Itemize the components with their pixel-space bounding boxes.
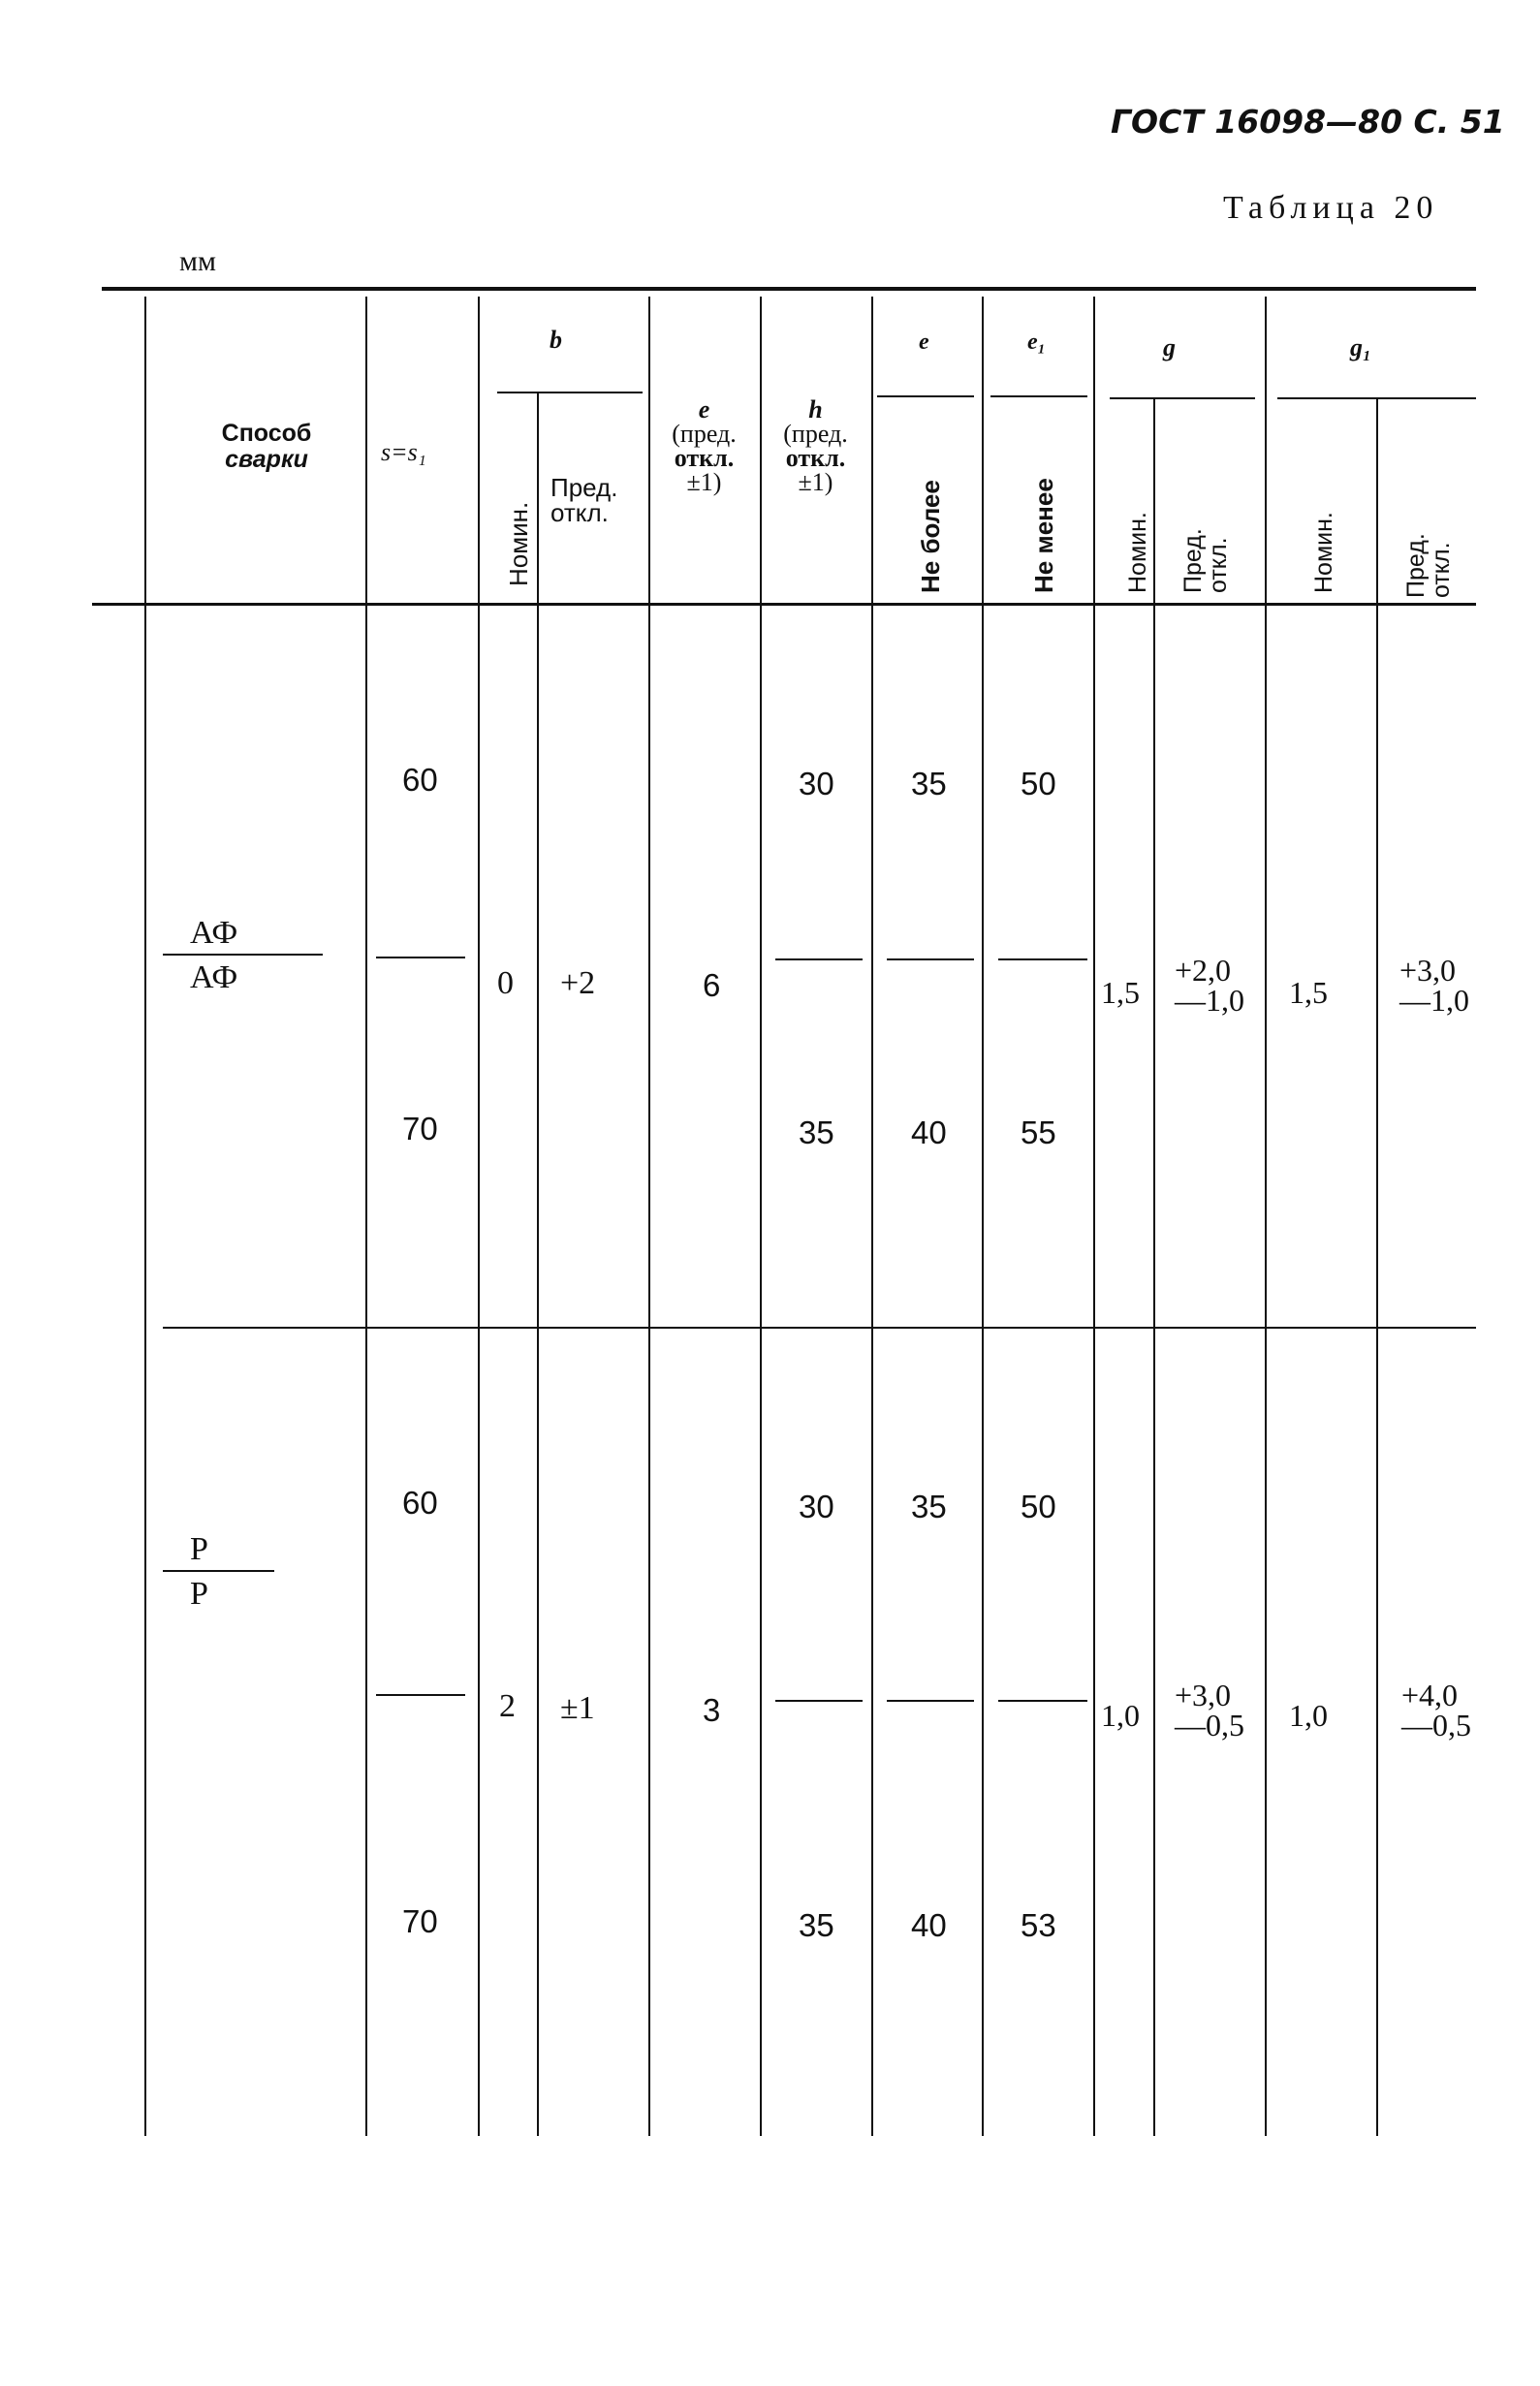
col-line-2 bbox=[365, 297, 367, 2136]
header-g1: g₁ bbox=[1350, 333, 1372, 361]
group1-h-divider bbox=[775, 958, 863, 960]
group1-g-dev-plus: +2,0 bbox=[1175, 953, 1232, 988]
page-header: ГОСТ 16098—80 С. 51 bbox=[1111, 103, 1505, 141]
col-line-12 bbox=[1376, 397, 1378, 2136]
header-h-line3: откл. bbox=[785, 444, 846, 472]
header-e-dev-line2: (пред. bbox=[672, 420, 737, 448]
group1-method-top: АФ bbox=[190, 915, 238, 951]
group1-e-divider bbox=[887, 958, 974, 960]
col-line-5 bbox=[648, 297, 650, 2136]
group1-b-dev: +2 bbox=[560, 965, 596, 1001]
header-g1-dev bbox=[1403, 533, 1454, 598]
group1-b-nom: 0 bbox=[497, 965, 514, 1001]
header-g1-dev-line1: Пред. bbox=[1402, 533, 1430, 598]
group2-b-nom: 2 bbox=[499, 1688, 516, 1724]
group2-row1-s: 60 bbox=[402, 1485, 438, 1521]
header-e1: e₁ bbox=[1027, 330, 1047, 355]
header-b-dev-line2: откл. bbox=[550, 498, 609, 527]
header-g1-nom: Номин. bbox=[1310, 512, 1337, 593]
col-line-3 bbox=[478, 297, 480, 2136]
group2-e-divider bbox=[887, 1700, 974, 1702]
header-b-nom: Номин. bbox=[504, 501, 533, 586]
group2-h-divider bbox=[775, 1700, 863, 1702]
header-g-dev-line2: откл. bbox=[1205, 537, 1232, 593]
header-e-dev-symbol: e bbox=[698, 395, 710, 424]
group2-e-dev: 3 bbox=[703, 1692, 721, 1728]
header-method-line1: Способ bbox=[221, 420, 312, 447]
group2-g-dev bbox=[1175, 1680, 1244, 1741]
e1-subrule bbox=[990, 395, 1087, 397]
table-top-rule bbox=[102, 287, 1476, 291]
group1-row1-s: 60 bbox=[402, 762, 438, 798]
group2-row1-h: 30 bbox=[799, 1489, 834, 1524]
group1-row2-e1: 55 bbox=[1021, 1115, 1056, 1150]
header-g1-dev-line2: откл. bbox=[1428, 542, 1455, 598]
group2-row2-s: 70 bbox=[402, 1903, 438, 1939]
group-separator-rule bbox=[163, 1327, 1476, 1329]
group2-b-dev: ±1 bbox=[560, 1690, 595, 1726]
group1-g-dev bbox=[1175, 953, 1244, 1018]
group2-row1-e: 35 bbox=[911, 1489, 947, 1524]
group2-method-fraction-bar bbox=[163, 1570, 274, 1572]
group1-row2-s: 70 bbox=[402, 1111, 438, 1146]
header-bottom-rule bbox=[92, 603, 1476, 606]
col-line-10 bbox=[1153, 397, 1155, 2136]
header-b: b bbox=[550, 326, 562, 354]
group2-e1-divider bbox=[998, 1700, 1087, 1702]
group1-row2-h: 35 bbox=[799, 1115, 834, 1150]
group2-s-divider bbox=[376, 1694, 465, 1696]
group1-method-fraction-bar bbox=[163, 954, 323, 956]
group1-row1-h: 30 bbox=[799, 766, 834, 801]
header-e1-min: Не менее bbox=[1029, 478, 1058, 593]
header-e-dev-line3: откл. bbox=[674, 444, 735, 472]
group1-g1-dev-plus: +3,0 bbox=[1399, 953, 1457, 988]
group1-row1-e: 35 bbox=[911, 766, 947, 801]
table-label: Таблица 20 bbox=[1223, 190, 1439, 226]
group2-g1-dev-plus: +4,0 bbox=[1401, 1678, 1459, 1712]
e-subrule bbox=[877, 395, 974, 397]
group1-g-dev-minus: —1,0 bbox=[1175, 983, 1244, 1018]
col-line-8 bbox=[982, 297, 984, 2136]
header-e-max: Не более bbox=[916, 480, 945, 593]
col-line-7 bbox=[871, 297, 873, 2136]
group2-g-nom: 1,0 bbox=[1101, 1698, 1140, 1733]
group1-g1-dev bbox=[1399, 953, 1469, 1018]
header-h-line4: ±1) bbox=[798, 468, 833, 496]
group2-g1-nom: 1,0 bbox=[1289, 1698, 1328, 1733]
group2-method-top: Р bbox=[190, 1531, 208, 1567]
group2-method-bottom: Р bbox=[190, 1576, 208, 1612]
group2-row2-h: 35 bbox=[799, 1907, 834, 1943]
group2-g-dev-minus: —0,5 bbox=[1175, 1708, 1244, 1742]
group1-method-bottom: АФ bbox=[190, 959, 238, 995]
header-s: s=s₁ bbox=[381, 438, 426, 466]
col-line-1 bbox=[144, 297, 146, 2136]
group2-g1-dev bbox=[1401, 1680, 1471, 1741]
group1-row1-e1: 50 bbox=[1021, 766, 1056, 801]
header-b-dev bbox=[550, 475, 617, 525]
col-line-11 bbox=[1265, 297, 1267, 2136]
header-method-line2: сварки bbox=[225, 446, 308, 473]
header-method bbox=[184, 421, 349, 473]
group1-s-divider bbox=[376, 957, 465, 958]
header-h-symbol: h bbox=[808, 395, 823, 424]
group1-g1-nom: 1,5 bbox=[1289, 975, 1328, 1010]
header-h-line2: (пред. bbox=[783, 420, 848, 448]
col-line-6 bbox=[760, 297, 762, 2136]
header-h bbox=[761, 397, 870, 494]
group1-g1-dev-minus: —1,0 bbox=[1399, 983, 1469, 1018]
header-e-dev bbox=[649, 397, 759, 494]
header-e: e bbox=[919, 330, 929, 355]
group1-e1-divider bbox=[998, 958, 1087, 960]
group2-g1-dev-minus: —0,5 bbox=[1401, 1708, 1471, 1742]
group1-row2-e: 40 bbox=[911, 1115, 947, 1150]
header-b-dev-line1: Пред. bbox=[550, 473, 618, 502]
header-e-dev-line4: ±1) bbox=[686, 468, 722, 496]
group2-g-dev-plus: +3,0 bbox=[1175, 1678, 1232, 1712]
col-line-4 bbox=[537, 392, 539, 2136]
unit-label: мм bbox=[179, 245, 216, 277]
group1-e-dev: 6 bbox=[703, 967, 721, 1003]
group2-row2-e: 40 bbox=[911, 1907, 947, 1943]
header-g: g bbox=[1163, 333, 1176, 361]
group2-row1-e1: 50 bbox=[1021, 1489, 1056, 1524]
header-g-dev bbox=[1180, 528, 1231, 593]
group2-row2-e1: 53 bbox=[1021, 1907, 1056, 1943]
b-subrule bbox=[497, 392, 643, 393]
group1-g-nom: 1,5 bbox=[1101, 975, 1140, 1010]
g-subrule bbox=[1110, 397, 1255, 399]
header-g-dev-line1: Пред. bbox=[1179, 528, 1207, 593]
col-line-9 bbox=[1093, 297, 1095, 2136]
header-g-nom: Номин. bbox=[1124, 512, 1151, 593]
